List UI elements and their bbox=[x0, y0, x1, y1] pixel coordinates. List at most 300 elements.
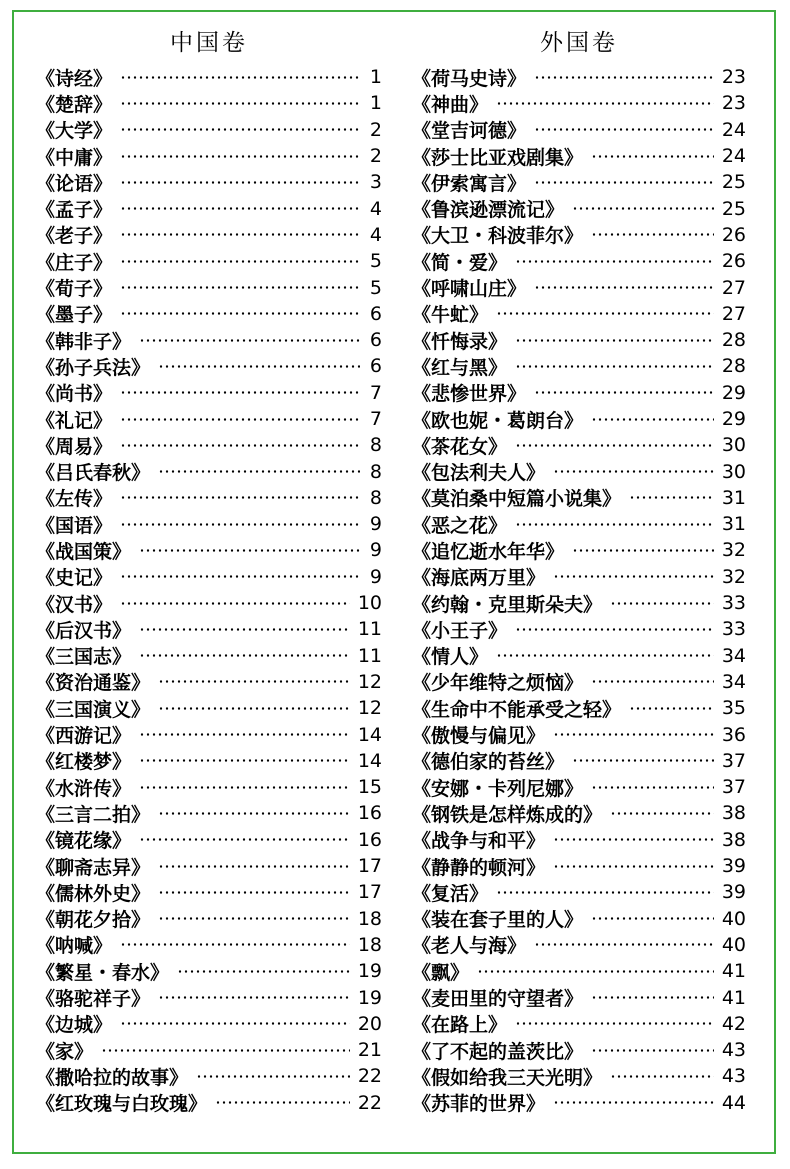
toc-entry-title: 《聊斋志异》 bbox=[36, 856, 151, 879]
toc-entry-title: 《三国志》 bbox=[36, 646, 132, 669]
dot-leader bbox=[120, 312, 360, 315]
toc-entry bbox=[412, 537, 746, 563]
toc-entry bbox=[412, 984, 746, 1010]
toc-entry-page-number: 28 bbox=[721, 329, 746, 352]
dot-leader bbox=[215, 1101, 350, 1104]
toc-entry-page-number: 1 bbox=[369, 66, 382, 89]
toc-entry bbox=[36, 906, 382, 932]
toc-entry-page-number: 5 bbox=[369, 250, 382, 273]
chinese-toc-list bbox=[36, 64, 382, 1116]
toc-entry-page-number: 33 bbox=[721, 592, 746, 615]
dot-leader bbox=[515, 339, 714, 342]
toc-entry bbox=[36, 485, 382, 511]
toc-entry-title: 《荀子》 bbox=[36, 278, 113, 301]
toc-entry-page-number: 11 bbox=[357, 644, 382, 667]
toc-entry-title: 《尚书》 bbox=[36, 383, 113, 406]
toc-entry bbox=[412, 853, 746, 879]
toc-entry-page-number: 23 bbox=[721, 66, 746, 89]
toc-entry-page-number: 22 bbox=[357, 1065, 382, 1088]
toc-entry bbox=[412, 906, 746, 932]
toc-entry-page-number: 12 bbox=[357, 697, 382, 720]
toc-entry-page-number: 24 bbox=[721, 145, 746, 168]
toc-entry-title: 《傲慢与偏见》 bbox=[412, 725, 546, 748]
dot-leader bbox=[120, 1022, 350, 1025]
toc-entry-title: 《装在套子里的人》 bbox=[412, 909, 584, 932]
dot-leader bbox=[139, 733, 350, 736]
dot-leader bbox=[534, 76, 714, 79]
toc-entry bbox=[412, 432, 746, 458]
toc-entry-page-number: 10 bbox=[357, 592, 382, 615]
toc-entry bbox=[412, 695, 746, 721]
toc-entry-title: 《楚辞》 bbox=[36, 93, 113, 116]
toc-entry bbox=[36, 274, 382, 300]
dot-leader bbox=[496, 312, 714, 315]
dot-leader bbox=[553, 865, 714, 868]
toc-entry-page-number: 33 bbox=[721, 618, 746, 641]
toc-entry bbox=[412, 564, 746, 590]
toc-entry bbox=[36, 695, 382, 721]
toc-entry-page-number: 37 bbox=[721, 776, 746, 799]
toc-entry bbox=[36, 669, 382, 695]
toc-entry-title: 《史记》 bbox=[36, 567, 113, 590]
foreign-toc-list bbox=[412, 64, 746, 1116]
toc-entry-title: 《三言二拍》 bbox=[36, 803, 151, 826]
dot-leader bbox=[139, 549, 360, 552]
dot-leader bbox=[515, 365, 714, 368]
dot-leader bbox=[553, 733, 714, 736]
toc-entry-page-number: 19 bbox=[357, 960, 382, 983]
toc-entry-page-number: 30 bbox=[721, 434, 746, 457]
dot-leader bbox=[553, 1101, 714, 1104]
toc-entry bbox=[412, 301, 746, 327]
toc-entry-title: 《钢铁是怎样炼成的》 bbox=[412, 803, 603, 826]
toc-entry-title: 《静静的顿河》 bbox=[412, 856, 546, 879]
toc-entry-page-number: 9 bbox=[369, 565, 382, 588]
toc-entry-title: 《庄子》 bbox=[36, 251, 113, 274]
toc-entry-title: 《生命中不能承受之轻》 bbox=[412, 698, 622, 721]
dot-leader bbox=[553, 575, 714, 578]
toc-entry-page-number: 43 bbox=[721, 1065, 746, 1088]
toc-entry-title: 《繁星・春水》 bbox=[36, 961, 170, 984]
toc-entry-page-number: 27 bbox=[721, 302, 746, 325]
toc-entry-title: 《骆驼祥子》 bbox=[36, 988, 151, 1011]
toc-entry bbox=[36, 590, 382, 616]
toc-entry-page-number: 38 bbox=[721, 802, 746, 825]
toc-entry bbox=[412, 1090, 746, 1116]
toc-entry-title: 《大卫・科波菲尔》 bbox=[412, 225, 584, 248]
toc-entry-page-number: 18 bbox=[357, 933, 382, 956]
dot-leader bbox=[477, 970, 714, 973]
dot-leader bbox=[158, 865, 350, 868]
toc-entry-title: 《诗经》 bbox=[36, 67, 113, 90]
toc-entry-page-number: 17 bbox=[357, 855, 382, 878]
toc-entry-page-number: 3 bbox=[369, 171, 382, 194]
toc-entry-title: 《大学》 bbox=[36, 120, 113, 143]
toc-entry-page-number: 41 bbox=[721, 986, 746, 1009]
toc-entry-title: 《追忆逝水年华》 bbox=[412, 541, 565, 563]
dot-leader bbox=[591, 917, 714, 920]
toc-entry-page-number: 29 bbox=[721, 408, 746, 430]
toc-entry-title: 《后汉书》 bbox=[36, 619, 132, 642]
dot-leader bbox=[591, 1049, 714, 1052]
toc-entry-title: 《在路上》 bbox=[412, 1014, 508, 1037]
toc-entry-page-number: 42 bbox=[721, 1012, 746, 1035]
toc-entry-title: 《韩非子》 bbox=[36, 330, 132, 353]
toc-entry-title: 《神曲》 bbox=[412, 93, 489, 116]
toc-entry bbox=[36, 458, 382, 484]
toc-entry bbox=[412, 485, 746, 511]
dot-leader bbox=[534, 128, 714, 131]
dot-leader bbox=[515, 260, 714, 263]
toc-entry-page-number: 38 bbox=[721, 828, 746, 851]
toc-entry bbox=[412, 669, 746, 695]
toc-entry-page-number: 44 bbox=[721, 1091, 746, 1114]
toc-entry bbox=[36, 721, 382, 747]
toc-entry-page-number: 1 bbox=[369, 92, 382, 115]
toc-entry-page-number: 34 bbox=[721, 644, 746, 667]
toc-entry-page-number: 11 bbox=[357, 618, 382, 641]
dot-leader bbox=[120, 602, 350, 605]
toc-entry-title: 《安娜・卡列尼娜》 bbox=[412, 777, 584, 800]
toc-entry-page-number: 7 bbox=[369, 408, 382, 430]
toc-entry bbox=[412, 90, 746, 116]
toc-entry bbox=[36, 1090, 382, 1116]
foreign-volume-heading: 外国卷 bbox=[540, 30, 618, 56]
dot-leader bbox=[158, 680, 350, 683]
toc-entry-title: 《堂吉诃德》 bbox=[412, 120, 527, 143]
dot-leader bbox=[139, 654, 350, 657]
toc-entry-title: 《论语》 bbox=[36, 172, 113, 195]
toc-entry-title: 《约翰・克里斯朵夫》 bbox=[412, 593, 603, 616]
toc-entry-page-number: 27 bbox=[721, 276, 746, 299]
toc-entry bbox=[36, 984, 382, 1010]
toc-entry-page-number: 31 bbox=[721, 486, 746, 509]
dot-leader bbox=[591, 418, 714, 421]
toc-entry-page-number: 32 bbox=[721, 539, 746, 562]
toc-entry-page-number: 40 bbox=[721, 907, 746, 930]
toc-entry bbox=[412, 590, 746, 616]
toc-entry-page-number: 25 bbox=[721, 171, 746, 194]
toc-entry-page-number: 9 bbox=[369, 539, 382, 562]
toc-entry-page-number: 12 bbox=[357, 670, 382, 693]
dot-leader bbox=[139, 838, 350, 841]
dot-leader bbox=[572, 207, 714, 210]
toc-entry-page-number: 14 bbox=[357, 749, 382, 772]
dot-leader bbox=[591, 155, 714, 158]
toc-entry-title: 《孟子》 bbox=[36, 199, 113, 222]
toc-entry-page-number: 30 bbox=[721, 460, 746, 483]
chinese-volume-column bbox=[36, 22, 382, 1116]
dot-leader bbox=[120, 575, 360, 578]
toc-entry-title: 《小王子》 bbox=[412, 619, 508, 642]
toc-entry-title: 《情人》 bbox=[412, 646, 489, 669]
toc-entry bbox=[412, 879, 746, 905]
toc-entry bbox=[36, 301, 382, 327]
toc-entry bbox=[36, 195, 382, 221]
toc-entry-title: 《牛虻》 bbox=[412, 304, 489, 327]
toc-entry-title: 《吕氏春秋》 bbox=[36, 462, 151, 485]
toc-entry-page-number: 34 bbox=[721, 670, 746, 693]
toc-entry-page-number: 4 bbox=[369, 223, 382, 246]
toc-entry-title: 《西游记》 bbox=[36, 725, 132, 748]
toc-entry-title: 《飘》 bbox=[412, 961, 470, 984]
dot-leader bbox=[534, 943, 714, 946]
toc-entry bbox=[412, 800, 746, 826]
toc-entry bbox=[412, 143, 746, 169]
toc-entry bbox=[36, 932, 382, 958]
toc-entry-title: 《红与黑》 bbox=[412, 356, 508, 379]
dot-leader bbox=[196, 1075, 350, 1078]
dot-leader bbox=[534, 286, 714, 289]
toc-entry-title: 《呐喊》 bbox=[36, 935, 113, 958]
dot-leader bbox=[120, 523, 360, 526]
toc-entry bbox=[36, 643, 382, 669]
toc-entry bbox=[412, 1011, 746, 1037]
toc-entry-title: 《悲惨世界》 bbox=[412, 383, 527, 406]
dot-leader bbox=[120, 286, 360, 289]
toc-entry-page-number: 24 bbox=[721, 118, 746, 141]
toc-entry bbox=[36, 406, 382, 432]
toc-entry-title: 《少年维特之烦恼》 bbox=[412, 672, 584, 695]
toc-entry-title: 《镜花缘》 bbox=[36, 830, 132, 853]
toc-entry-title: 《老人与海》 bbox=[412, 935, 527, 958]
dot-leader bbox=[158, 365, 360, 368]
toc-entry-title: 《欧也妮・葛朗台》 bbox=[412, 409, 584, 432]
toc-entry bbox=[36, 432, 382, 458]
dot-leader bbox=[534, 181, 714, 184]
dot-leader bbox=[120, 444, 360, 447]
toc-entry-title: 《左传》 bbox=[36, 488, 113, 511]
toc-entry-title: 《了不起的盖茨比》 bbox=[412, 1040, 584, 1063]
toc-entry bbox=[412, 827, 746, 853]
dot-leader bbox=[496, 654, 714, 657]
toc-entry bbox=[36, 748, 382, 774]
toc-entry-title: 《荷马史诗》 bbox=[412, 67, 527, 90]
dot-leader bbox=[158, 917, 350, 920]
toc-entry-page-number: 25 bbox=[721, 197, 746, 220]
dot-leader bbox=[120, 128, 360, 131]
toc-entry bbox=[412, 195, 746, 221]
dot-leader bbox=[591, 996, 714, 999]
dot-leader bbox=[139, 628, 350, 631]
toc-entry-title: 《国语》 bbox=[36, 514, 113, 537]
toc-entry-title: 《德伯家的苔丝》 bbox=[412, 751, 565, 774]
toc-entry bbox=[36, 248, 382, 274]
toc-entry-page-number: 17 bbox=[357, 881, 382, 904]
foreign-volume-column bbox=[412, 22, 746, 1116]
toc-entry-title: 《撒哈拉的故事》 bbox=[36, 1066, 189, 1089]
dot-leader bbox=[158, 891, 350, 894]
dot-leader bbox=[515, 1022, 714, 1025]
toc-entry-page-number: 8 bbox=[369, 434, 382, 457]
toc-entry-page-number: 16 bbox=[357, 828, 382, 851]
dot-leader bbox=[515, 523, 714, 526]
toc-entry-page-number: 22 bbox=[357, 1091, 382, 1114]
dot-leader bbox=[515, 444, 714, 447]
toc-entry bbox=[36, 879, 382, 905]
toc-entry bbox=[36, 380, 382, 406]
toc-entry bbox=[412, 64, 746, 90]
toc-entry bbox=[412, 1037, 746, 1063]
dot-leader bbox=[177, 970, 350, 973]
toc-entry-title: 《老子》 bbox=[36, 225, 113, 248]
toc-entry-page-number: 16 bbox=[357, 802, 382, 825]
dot-leader bbox=[120, 233, 360, 236]
toc-entry-page-number: 8 bbox=[369, 460, 382, 483]
toc-entry-page-number: 9 bbox=[369, 513, 382, 536]
dot-leader bbox=[629, 707, 714, 710]
toc-entry-page-number: 23 bbox=[721, 92, 746, 115]
toc-entry bbox=[36, 64, 382, 90]
toc-entry-page-number: 43 bbox=[721, 1039, 746, 1062]
toc-entry bbox=[412, 380, 746, 406]
toc-entry-title: 《资治通鉴》 bbox=[36, 672, 151, 695]
toc-entry-page-number: 32 bbox=[721, 565, 746, 588]
toc-entry-title: 《莫泊桑中短篇小说集》 bbox=[412, 488, 622, 511]
toc-entry bbox=[36, 1063, 382, 1089]
toc-entry-title: 《家》 bbox=[36, 1040, 94, 1063]
dot-leader bbox=[553, 838, 714, 841]
toc-entry bbox=[412, 958, 746, 984]
toc-entry-page-number: 6 bbox=[369, 329, 382, 352]
toc-entry bbox=[36, 800, 382, 826]
toc-entry-title: 《水浒传》 bbox=[36, 777, 132, 800]
toc-entry bbox=[412, 643, 746, 669]
dot-leader bbox=[139, 786, 350, 789]
toc-entry bbox=[36, 827, 382, 853]
toc-entry-page-number: 28 bbox=[721, 355, 746, 378]
toc-entry-page-number: 21 bbox=[357, 1039, 382, 1062]
dot-leader bbox=[101, 1049, 350, 1052]
toc-entry-page-number: 20 bbox=[357, 1012, 382, 1035]
dot-leader bbox=[120, 181, 360, 184]
dot-leader bbox=[139, 339, 360, 342]
dot-leader bbox=[120, 155, 360, 158]
toc-entry bbox=[412, 222, 746, 248]
toc-entry bbox=[412, 774, 746, 800]
dot-leader bbox=[120, 207, 360, 210]
toc-entry-title: 《呼啸山庄》 bbox=[412, 278, 527, 301]
toc-entry-page-number: 39 bbox=[721, 855, 746, 878]
toc-entry bbox=[412, 721, 746, 747]
toc-entry-page-number: 39 bbox=[721, 881, 746, 904]
toc-entry-title: 《复活》 bbox=[412, 882, 489, 905]
toc-entry bbox=[36, 1011, 382, 1037]
toc-entry-title: 《忏悔录》 bbox=[412, 330, 508, 353]
dot-leader bbox=[591, 786, 714, 789]
toc-entry bbox=[36, 537, 382, 563]
toc-entry bbox=[36, 616, 382, 642]
toc-entry-page-number: 7 bbox=[369, 381, 382, 404]
toc-entry bbox=[412, 616, 746, 642]
dot-leader bbox=[120, 496, 360, 499]
toc-entry-page-number: 41 bbox=[721, 960, 746, 983]
toc-entry-page-number: 26 bbox=[721, 250, 746, 273]
dot-leader bbox=[610, 812, 714, 815]
toc-entry-page-number: 5 bbox=[369, 276, 382, 299]
toc-entry-title: 《儒林外史》 bbox=[36, 882, 151, 905]
toc-entry-page-number: 36 bbox=[721, 723, 746, 746]
dot-leader bbox=[610, 1075, 714, 1078]
dot-leader bbox=[515, 628, 714, 631]
toc-entry-title: 《三国演义》 bbox=[36, 698, 151, 721]
toc-entry-title: 《墨子》 bbox=[36, 304, 113, 327]
dot-leader bbox=[591, 680, 714, 683]
toc-entry bbox=[36, 353, 382, 379]
chinese-volume-heading: 中国卷 bbox=[170, 30, 248, 56]
toc-entry-title: 《周易》 bbox=[36, 435, 113, 458]
toc-entry-title: 《红玫瑰与白玫瑰》 bbox=[36, 1093, 208, 1116]
toc-entry bbox=[412, 274, 746, 300]
toc-entry-page-number: 35 bbox=[721, 697, 746, 720]
dot-leader bbox=[496, 891, 714, 894]
toc-entry bbox=[36, 853, 382, 879]
dot-leader bbox=[158, 812, 350, 815]
dot-leader bbox=[158, 470, 360, 473]
toc-entry-page-number: 2 bbox=[369, 118, 382, 141]
toc-entry-page-number: 2 bbox=[369, 145, 382, 168]
toc-entry-title: 《战国策》 bbox=[36, 541, 132, 563]
dot-leader bbox=[158, 996, 350, 999]
toc-entry-title: 《茶花女》 bbox=[412, 435, 508, 458]
dot-leader bbox=[158, 707, 350, 710]
toc-entry-page-number: 31 bbox=[721, 513, 746, 536]
toc-entry-title: 《麦田里的守望者》 bbox=[412, 988, 584, 1011]
toc-entry bbox=[36, 1037, 382, 1063]
toc-entry-page-number: 37 bbox=[721, 749, 746, 772]
toc-entry bbox=[412, 748, 746, 774]
dot-leader bbox=[139, 759, 350, 762]
dot-leader bbox=[572, 549, 714, 552]
toc-entry-page-number: 4 bbox=[369, 197, 382, 220]
dot-leader bbox=[534, 391, 714, 394]
toc-entry-title: 《汉书》 bbox=[36, 593, 113, 616]
toc-entry-title: 《假如给我三天光明》 bbox=[412, 1066, 603, 1089]
toc-entry bbox=[412, 511, 746, 537]
dot-leader bbox=[572, 759, 714, 762]
toc-entry-page-number: 19 bbox=[357, 986, 382, 1009]
toc-entry bbox=[36, 511, 382, 537]
toc-entry-title: 《中庸》 bbox=[36, 146, 113, 169]
toc-entry bbox=[412, 327, 746, 353]
toc-entry-page-number: 14 bbox=[357, 723, 382, 746]
toc-entry bbox=[412, 353, 746, 379]
toc-entry bbox=[36, 327, 382, 353]
toc-entry bbox=[412, 932, 746, 958]
toc-entry bbox=[412, 248, 746, 274]
toc-entry-title: 《孙子兵法》 bbox=[36, 356, 151, 379]
toc-entry-title: 《红楼梦》 bbox=[36, 751, 132, 774]
toc-entry bbox=[36, 169, 382, 195]
toc-entry-title: 《礼记》 bbox=[36, 409, 113, 432]
toc-entry-title: 《简・爱》 bbox=[412, 251, 508, 274]
dot-leader bbox=[553, 470, 714, 473]
toc-entry bbox=[36, 143, 382, 169]
toc-entry-title: 《伊索寓言》 bbox=[412, 172, 527, 195]
dot-leader bbox=[120, 418, 360, 421]
toc-entry-page-number: 40 bbox=[721, 933, 746, 956]
toc-entry-title: 《战争与和平》 bbox=[412, 830, 546, 853]
dot-leader bbox=[120, 260, 360, 263]
toc-entry-title: 《鲁滨逊漂流记》 bbox=[412, 199, 565, 222]
dot-leader bbox=[496, 102, 714, 105]
toc-entry bbox=[36, 90, 382, 116]
toc-entry bbox=[412, 1063, 746, 1089]
toc-entry bbox=[36, 222, 382, 248]
dot-leader bbox=[120, 102, 360, 105]
toc-entry-page-number: 6 bbox=[369, 355, 382, 378]
toc-entry bbox=[36, 958, 382, 984]
